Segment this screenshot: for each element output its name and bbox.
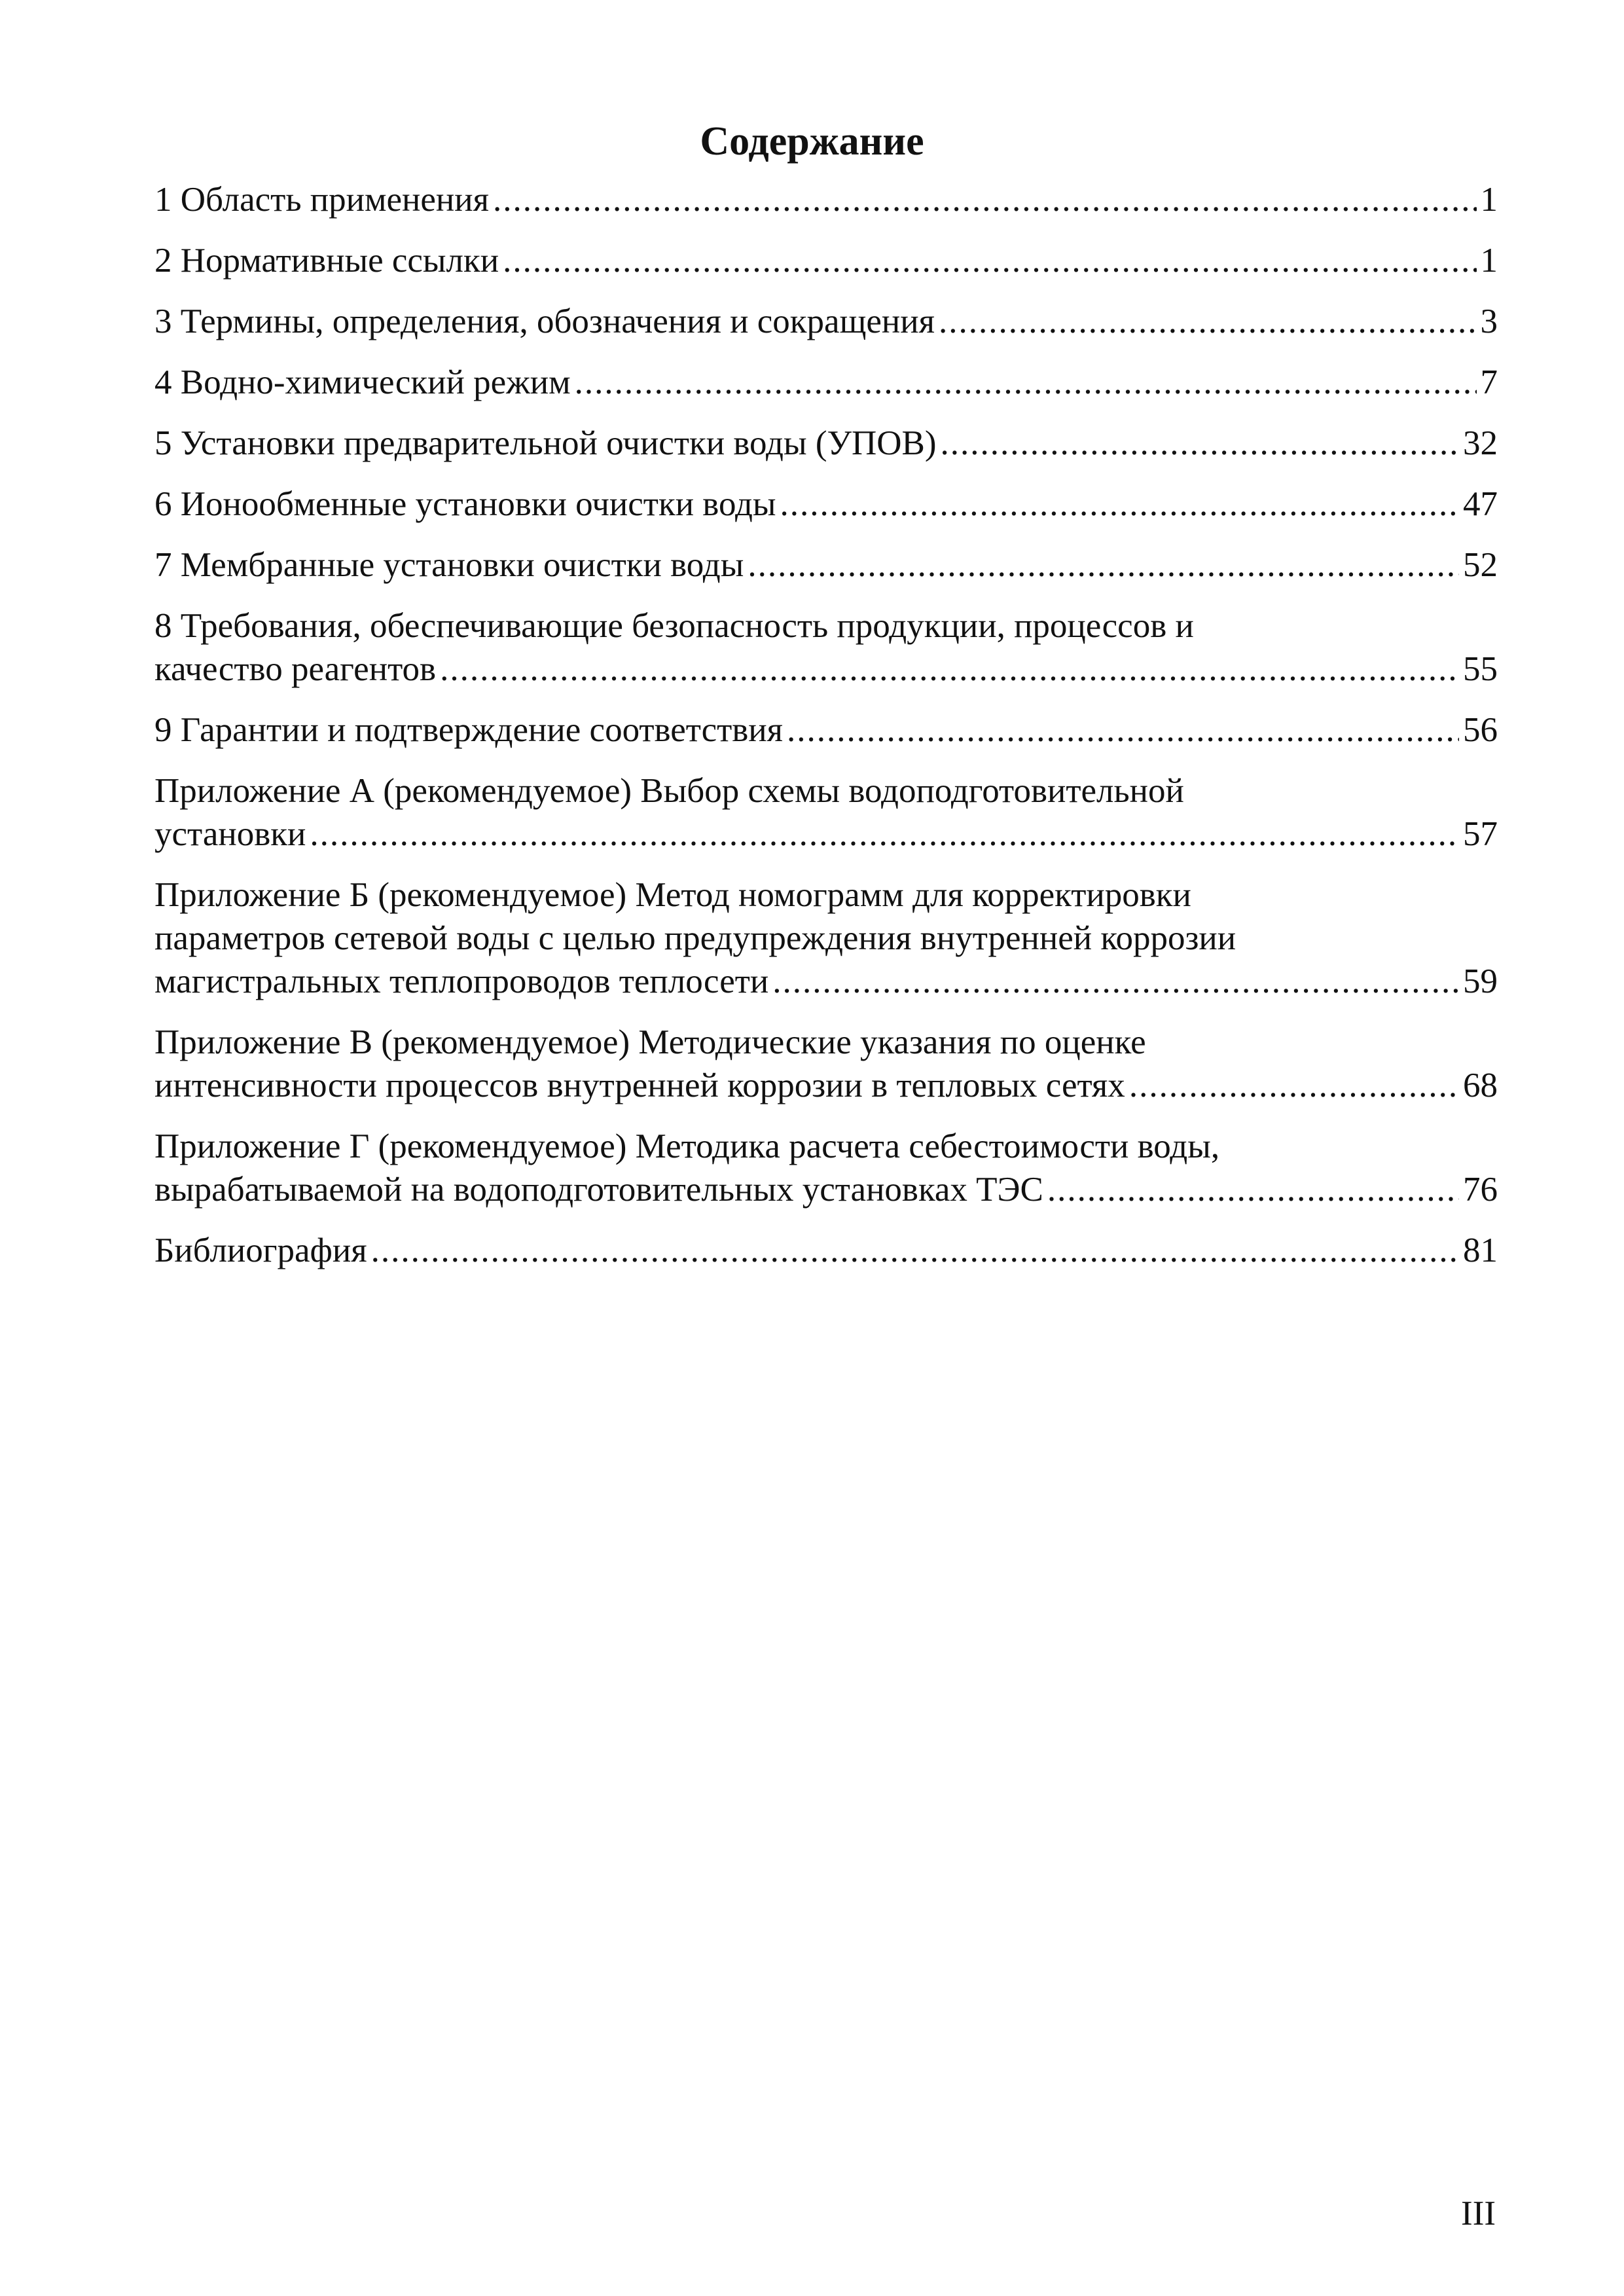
dot-leader <box>780 483 1459 526</box>
toc-entry-page: 76 <box>1463 1171 1498 1209</box>
page-number: III <box>1461 2195 1496 2232</box>
toc-entry <box>154 178 1498 221</box>
toc-entry-page: 56 <box>1463 711 1498 749</box>
toc-entry-text: Библиография <box>154 1231 367 1269</box>
toc-entry-text: установки <box>154 815 306 853</box>
toc-entry-page: 32 <box>1463 424 1498 462</box>
toc-entry-text: магистральных теплопроводов теплосети <box>154 962 769 1000</box>
dot-leader <box>1129 1064 1459 1107</box>
toc-entry-text: 4 Водно-химический режим <box>154 363 571 401</box>
toc-entry-text: 8 Требования, обеспечивающие безопасность продукции, процессов и <box>154 607 1194 645</box>
toc-entry-row <box>154 1168 1498 1211</box>
toc-entry-text: Приложение В (рекомендуемое) Методические указания по оценке <box>154 1023 1146 1061</box>
toc-entry-text: 2 Нормативные ссылки <box>154 242 499 280</box>
toc-entry-text: Приложение А (рекомендуемое) Выбор схемы водоподготовительной <box>154 772 1184 810</box>
toc-entry-text: Приложение Б (рекомендуемое) Метод номограмм для корректировки <box>154 876 1191 914</box>
toc-entry-page: 52 <box>1463 546 1498 584</box>
toc-entry-page: 68 <box>1463 1066 1498 1104</box>
toc-entry-page: 55 <box>1463 650 1498 688</box>
toc-entry <box>154 300 1498 343</box>
toc-entry <box>154 1021 1498 1107</box>
toc-entry-text: интенсивности процессов внутренней коррозии в тепловых сетях <box>154 1066 1125 1104</box>
toc-entry-row <box>154 300 1498 343</box>
toc-entry <box>154 708 1498 752</box>
toc-entry-page: 1 <box>1480 181 1498 219</box>
toc-entry-text: вырабатываемой на водоподготовительных установках ТЭС <box>154 1171 1043 1209</box>
table-of-contents <box>154 178 1498 1290</box>
toc-entry-page: 59 <box>1463 962 1498 1000</box>
toc-entry-text: 9 Гарантии и подтверждение соответствия <box>154 711 784 749</box>
dot-leader <box>1047 1168 1459 1211</box>
dot-leader <box>787 708 1459 752</box>
dot-leader <box>575 361 1477 404</box>
toc-entry-row <box>154 543 1498 587</box>
toc-entry-page: 81 <box>1463 1231 1498 1269</box>
toc-entry <box>154 239 1498 282</box>
toc-entry-row <box>154 483 1498 526</box>
dot-leader <box>941 422 1459 465</box>
toc-entry-row <box>154 239 1498 282</box>
toc-entry-text: Приложение Г (рекомендуемое) Методика расчета себестоимости воды, <box>154 1127 1220 1165</box>
toc-entry-row <box>154 422 1498 465</box>
dot-leader <box>939 300 1476 343</box>
toc-entry-text: параметров сетевой воды с целью предупреждения внутренней коррозии <box>154 919 1236 957</box>
toc-entry <box>154 1125 1498 1211</box>
dot-leader <box>493 178 1476 221</box>
toc-entry-row <box>154 1229 1498 1272</box>
toc-entry-row <box>154 812 1498 856</box>
toc-entry-text: 1 Область применения <box>154 181 490 219</box>
toc-entry-row <box>154 708 1498 752</box>
toc-entry-page: 3 <box>1480 302 1498 340</box>
toc-entry-row <box>154 1064 1498 1107</box>
toc-entry-text: качество реагентов <box>154 650 437 688</box>
toc-entry-row <box>154 647 1498 691</box>
toc-entry-row <box>154 361 1498 404</box>
toc-entry-text: 7 Мембранные установки очистки воды <box>154 546 744 584</box>
page-title: Содержание <box>700 119 924 164</box>
toc-entry-text: 5 Установки предварительной очистки воды (УПОВ) <box>154 424 937 462</box>
toc-entry-row <box>154 960 1498 1003</box>
dot-leader <box>371 1229 1459 1272</box>
dot-leader <box>310 812 1459 856</box>
toc-entry <box>154 1229 1498 1272</box>
toc-entry <box>154 769 1498 856</box>
toc-entry <box>154 361 1498 404</box>
toc-entry-page: 7 <box>1480 363 1498 401</box>
toc-entry <box>154 604 1498 691</box>
toc-entry <box>154 422 1498 465</box>
toc-entry-text: 6 Ионообменные установки очистки воды <box>154 485 776 523</box>
toc-entry-text: 3 Термины, определения, обозначения и сокращения <box>154 302 935 340</box>
dot-leader <box>440 647 1459 691</box>
toc-entry-row <box>154 178 1498 221</box>
dot-leader <box>748 543 1459 587</box>
toc-entry <box>154 543 1498 587</box>
toc-entry-page: 57 <box>1463 815 1498 853</box>
toc-entry-page: 1 <box>1480 242 1498 280</box>
toc-entry <box>154 873 1498 1003</box>
dot-leader <box>772 960 1459 1003</box>
dot-leader <box>503 239 1476 282</box>
toc-entry <box>154 483 1498 526</box>
toc-entry-page: 47 <box>1463 485 1498 523</box>
